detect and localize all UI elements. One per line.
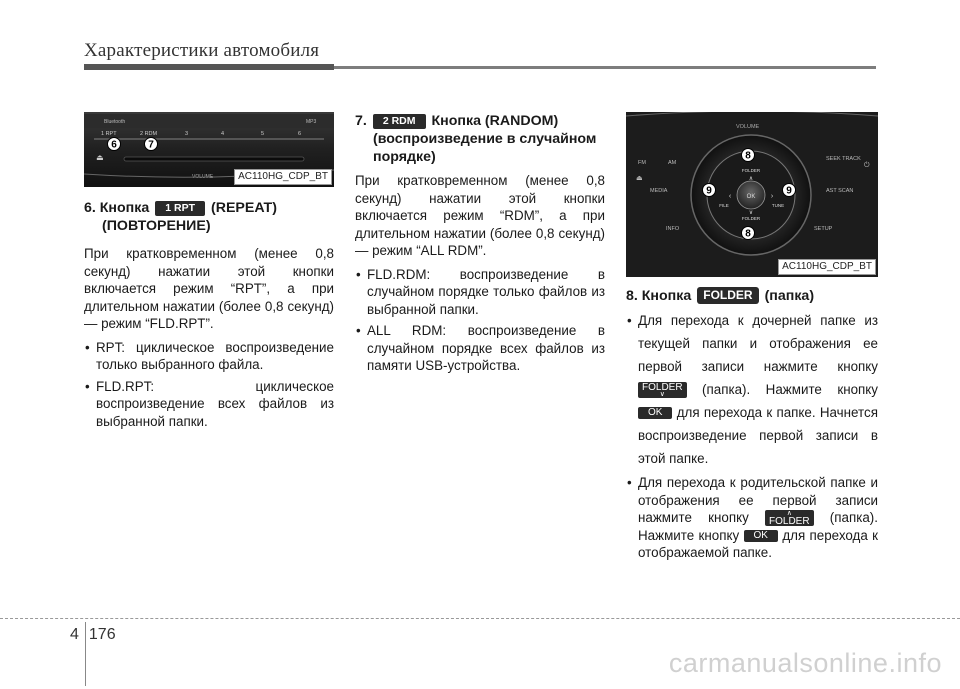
button-badge-folder: FOLDER bbox=[697, 287, 758, 304]
callout-6: 6 bbox=[111, 139, 117, 151]
label-am: AM bbox=[668, 160, 677, 166]
photo-caption: AC110HG_CDP_BT bbox=[234, 169, 332, 185]
section-6-heading bbox=[84, 199, 334, 235]
preset-3: 3 bbox=[185, 131, 189, 137]
list-item: • FLD.RDM: воспроизведение в случайном порядке только файлов из выбранной папки. bbox=[355, 266, 605, 319]
section-6-bullets bbox=[84, 339, 334, 431]
section-8-prefix: 8. Кнопка bbox=[626, 288, 692, 304]
preset-5: 5 bbox=[261, 131, 265, 137]
watermark: carmanualsonline.info bbox=[668, 648, 942, 678]
section-7-body: При кратковременном (менее 0,8 секунд) нажатии этой кнопки включается режим “RDM”, а при длительном нажатии (более 0,8 секунд) — режим “ALL RDM”. bbox=[355, 173, 605, 258]
callout-9-left: 9 bbox=[706, 185, 712, 197]
preset-4: 4 bbox=[221, 131, 225, 137]
photo-caption: AC110HG_CDP_BT bbox=[778, 259, 876, 275]
chapter-number: 4 bbox=[70, 626, 79, 643]
section-6-body: При кратковременном (менее 0,8 секунд) нажатии этой кнопки включается режим “RPT”, а при длительном нажатии (более 0,8 секунд) — режим “FLD.RPT”. bbox=[84, 246, 334, 331]
list-item: • ALL RDM: воспроизведение в случайном порядке всех файлов из памяти USB-устройства. bbox=[355, 322, 605, 375]
label-tune: TUNE bbox=[771, 203, 785, 208]
svg-text:⏏: ⏏ bbox=[636, 175, 643, 182]
section-7-heading bbox=[355, 112, 605, 166]
preset-2: 2 RDM bbox=[140, 131, 158, 137]
svg-text:⏏: ⏏ bbox=[96, 153, 104, 162]
control-knob-illustration bbox=[626, 112, 878, 277]
list-item: • Для перехода к дочерней папке из текущей папки и отображения ее первой записи нажмите кнопку FOLDER ∨ (папка). Нажмите кнопку OK для перехода к папке. Начнется воспроизведение первой записи в этой папке. bbox=[626, 309, 878, 470]
folder-down-key-icon: FOLDER ∨ bbox=[638, 382, 687, 398]
label-folder-down: FOLDER bbox=[741, 216, 761, 221]
callout-8-bottom: 8 bbox=[745, 228, 751, 240]
list-item: • Для перехода к родительской папке и отображения ее первой записи нажмите кнопку ∧ FOLDER (папка). Нажмите кнопку OK для перехода к отображаемой папке. bbox=[626, 474, 878, 562]
section-7-bullets bbox=[355, 266, 605, 375]
section-6-prefix: 6. Кнопка bbox=[84, 200, 150, 216]
label-volume: VOLUME bbox=[192, 174, 214, 180]
label-media: MEDIA bbox=[650, 188, 668, 194]
header-rule-accent bbox=[84, 64, 334, 70]
preset-6: 6 bbox=[298, 131, 302, 137]
list-item: • RPT: циклическое воспроизведение только выбранного файла. bbox=[84, 339, 334, 374]
label-info: INFO bbox=[666, 226, 680, 232]
svg-text:∨: ∨ bbox=[748, 210, 754, 216]
ok-key-icon: OK bbox=[744, 530, 778, 542]
label-file: FILE bbox=[719, 203, 729, 208]
folder-up-key-icon: ∧ FOLDER bbox=[765, 510, 814, 526]
column-1 bbox=[84, 112, 334, 434]
label-bluetooth: Bluetooth bbox=[104, 119, 126, 125]
svg-text:›: › bbox=[770, 193, 774, 200]
label-ok: OK bbox=[746, 194, 756, 200]
section-7-suffix: Кнопка (RANDOM) (воспроизведение в случайном порядке) bbox=[373, 113, 597, 165]
label-mp3: MP3 bbox=[306, 119, 317, 125]
ok-key-icon: OK bbox=[638, 407, 672, 419]
label-volume: VOLUME bbox=[736, 124, 760, 130]
page-index: 176 bbox=[88, 626, 116, 643]
label-seek-track: SEEK TRACK bbox=[826, 156, 861, 162]
svg-text:∧: ∧ bbox=[748, 176, 754, 182]
callout-9-right: 9 bbox=[786, 185, 792, 197]
section-7-prefix: 7. bbox=[355, 113, 367, 129]
page-number bbox=[70, 626, 116, 644]
label-setup: SETUP bbox=[814, 226, 833, 232]
section-8-heading bbox=[626, 287, 878, 305]
preset-1: 1 RPT bbox=[101, 131, 117, 137]
label-folder-up: FOLDER bbox=[741, 168, 761, 173]
list-item: • FLD.RPT: циклическое воспроизведение всех файлов из выбранной папки. bbox=[84, 378, 334, 431]
column-3 bbox=[626, 112, 878, 566]
svg-text:⏻: ⏻ bbox=[864, 162, 870, 169]
page-header-title: Характеристики автомобиля bbox=[84, 40, 320, 61]
footer-rule bbox=[0, 618, 960, 619]
svg-text:‹: ‹ bbox=[728, 193, 732, 200]
label-fm: FM bbox=[638, 160, 646, 166]
column-2 bbox=[355, 112, 605, 379]
button-badge-2-rdm: 2 RDM bbox=[373, 114, 426, 129]
photo-control-knob bbox=[626, 112, 878, 277]
label-ast-scan: AST SCAN bbox=[826, 188, 854, 194]
callout-7: 7 bbox=[148, 139, 154, 151]
photo-cd-panel bbox=[84, 112, 334, 187]
section-8-suffix: (папка) bbox=[764, 288, 815, 304]
section-6-suffix: (REPEAT) (ПОВТОРЕНИЕ) bbox=[102, 200, 277, 234]
callout-8-top: 8 bbox=[745, 150, 751, 162]
section-8-bullets bbox=[626, 309, 878, 562]
button-badge-1-rpt: 1 RPT bbox=[155, 201, 205, 216]
